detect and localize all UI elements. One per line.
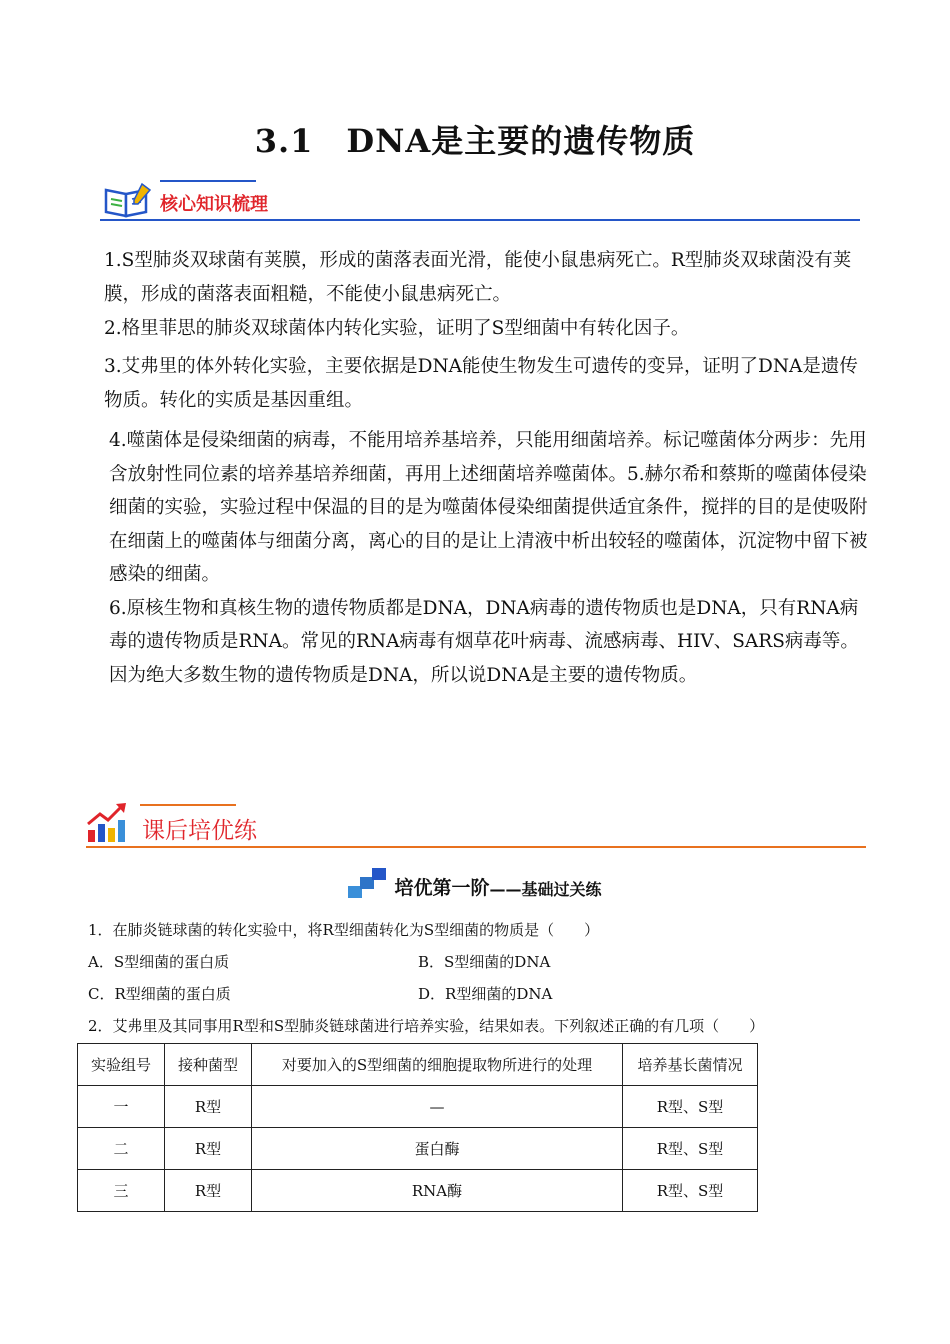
tier-title-main: 培优第一阶: [394, 877, 490, 899]
table-cell: 一: [78, 1086, 165, 1128]
book-icon: [102, 182, 154, 218]
experiment-table: [77, 1043, 758, 1212]
tier-title: [0, 868, 950, 902]
table-row: [78, 1086, 758, 1128]
steps-icon: [348, 868, 388, 898]
option-c: C．R型细菌的蛋白质: [88, 985, 231, 1003]
tier-title-sub: ——基础过关练: [489, 880, 602, 899]
table-header-row: [78, 1044, 758, 1086]
table-header-cell: 实验组号: [78, 1044, 165, 1086]
header-underline: [86, 846, 866, 848]
header-accent-line: [140, 804, 236, 806]
page-title: 3.1 DNA是主要的遗传物质: [254, 122, 696, 160]
table-cell: R型: [165, 1128, 252, 1170]
question-stem: 2．艾弗里及其同事用R型和S型肺炎链球菌进行培养实验，结果如表。下列叙述正确的有几项（ ）: [88, 1017, 765, 1035]
section-header-practice: [86, 798, 866, 850]
section-label-knowledge: 核心知识梳理: [160, 194, 268, 215]
table-cell: 三: [78, 1170, 165, 1212]
section-label-practice: 课后培优练: [142, 818, 257, 844]
option-b: B．S型细菌的DNA: [418, 953, 551, 971]
growth-chart-icon: [86, 800, 130, 844]
header-accent-line: [160, 180, 256, 182]
table-cell: R型、S型: [623, 1086, 758, 1128]
knowledge-point: 6.原核生物和真核生物的遗传物质都是DNA，DNA病毒的遗传物质也是DNA，只有RNA病毒的遗传物质是RNA。常见的RNA病毒有烟草花叶病毒、流感病毒、HIV、SARS病毒等。因为绝大多数生物的遗传物质是DNA，所以说DNA是主要的遗传物质。: [109, 597, 859, 686]
table-cell: R型: [165, 1086, 252, 1128]
option-a: A．S型细菌的蛋白质: [88, 953, 230, 971]
table-cell: R型、S型: [623, 1128, 758, 1170]
table-cell: 二: [78, 1128, 165, 1170]
table-row: [78, 1170, 758, 1212]
header-underline: [100, 219, 860, 221]
knowledge-point: 2.格里菲思的肺炎双球菌体内转化实验，证明了S型细菌中有转化因子。: [104, 318, 690, 339]
table-header-cell: 接种菌型: [165, 1044, 252, 1086]
section-header-knowledge: [100, 172, 860, 222]
table-cell: 蛋白酶: [252, 1128, 623, 1170]
table-cell: RNA酶: [252, 1170, 623, 1212]
knowledge-point: 1.S型肺炎双球菌有荚膜，形成的菌落表面光滑，能使小鼠患病死亡。R型肺炎双球菌没有荚膜，形成的菌落表面粗糙，不能使小鼠患病死亡。: [104, 250, 852, 305]
question-stem: 1．在肺炎链球菌的转化实验中，将R型细菌转化为S型细菌的物质是（ ）: [88, 921, 600, 939]
table-row: [78, 1128, 758, 1170]
knowledge-point: 3.艾弗里的体外转化实验，主要依据是DNA能使生物发生可遗传的变异，证明了DNA是遗传物质。转化的实质是基因重组。: [104, 356, 858, 411]
table-cell: —: [252, 1086, 623, 1128]
knowledge-summary: [104, 244, 874, 692]
exercise-list: [88, 914, 868, 1042]
table-cell: R型: [165, 1170, 252, 1212]
option-row: [88, 946, 868, 978]
option-row: [88, 978, 868, 1010]
knowledge-point: 4.噬菌体是侵染细菌的病毒，不能用培养基培养，只能用细菌培养。标记噬菌体分两步：先用含放射性同位素的培养基培养细菌，再用上述细菌培养噬菌体。5.赫尔希和蔡斯的噬菌体侵染细菌的实验，实验过程中保温的目的是为噬菌体侵染细菌提供适宜条件，搅拌的目的是使吸附在细菌上的噬菌体与细菌分离，离心的目的是让上清液中析出较轻的噬菌体，沉淀物中留下被感染的细菌。: [109, 430, 868, 585]
table-cell: R型、S型: [623, 1170, 758, 1212]
table-header-cell: 培养基长菌情况: [623, 1044, 758, 1086]
table-header-cell: 对要加入的S型细菌的细胞提取物所进行的处理: [252, 1044, 623, 1086]
option-d: D．R型细菌的DNA: [418, 985, 553, 1003]
